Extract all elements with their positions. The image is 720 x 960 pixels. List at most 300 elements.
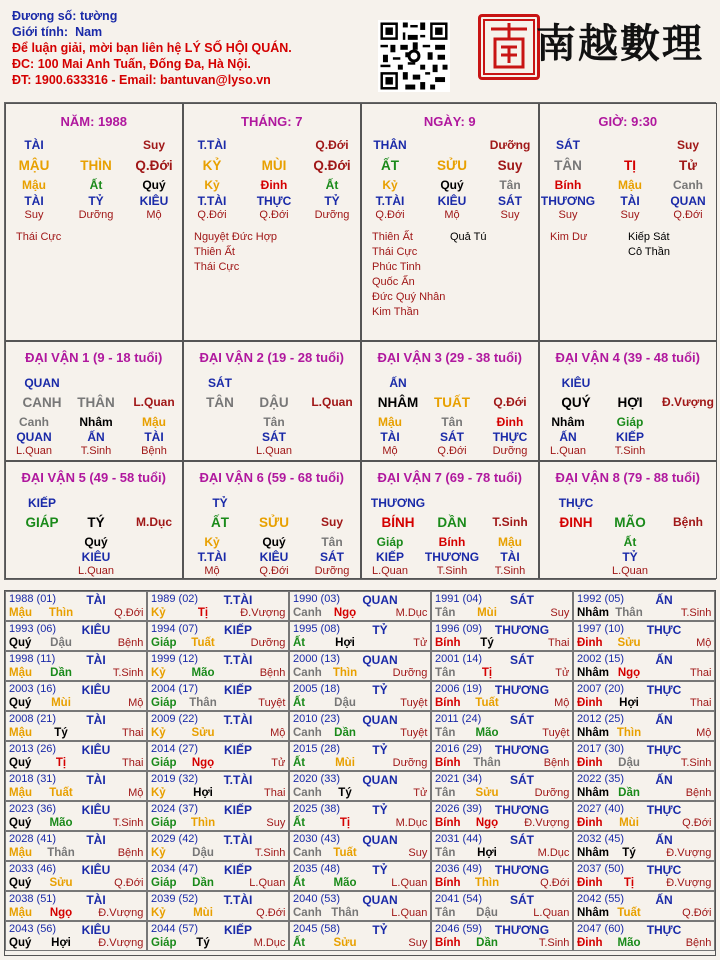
pillar-r1-1: THÂN: [373, 138, 407, 152]
year-god: SÁT: [510, 773, 534, 787]
dai-van-title: ĐẠI VẬN 5 (49 - 58 tuổi): [21, 470, 166, 485]
year-stem: Kỷ: [151, 727, 166, 739]
year-god: KIÊU: [81, 863, 111, 877]
dai-van-hidden-god: KIÊU: [259, 550, 289, 564]
star-item: Thái Cực: [16, 231, 62, 243]
year-branch: Mùi: [619, 817, 639, 829]
dai-van-title: ĐẠI VẬN 6 (59 - 68 tuổi): [199, 470, 344, 485]
year-stem: Tân: [435, 787, 456, 799]
pillar-r5-1: Q.Đới: [197, 209, 227, 221]
year-state: Q.Đới: [114, 607, 144, 619]
year-stem: Giáp: [151, 697, 177, 709]
year-cell: [431, 591, 573, 621]
year-god: T.TÀI: [223, 593, 253, 607]
dai-van-hidden-stem: Canh: [19, 415, 49, 429]
year-label: 2023 (36): [9, 803, 57, 815]
dai-van-4: [539, 341, 717, 461]
dai-van-hidden-state: T.Sinh: [494, 565, 526, 577]
pillar-r4-1: TÀI: [24, 194, 44, 208]
year-god: KIÊU: [81, 743, 111, 757]
pillar-r3-2: Quý: [440, 178, 464, 192]
year-branch: Thìn: [474, 877, 500, 889]
year-cell: [147, 741, 289, 771]
dai-van-hidden-state: L.Quan: [255, 445, 293, 457]
star-item: Thiên Ất: [372, 231, 413, 243]
star-item: Quả Tú: [450, 231, 487, 243]
dai-van-hidden-state: T.Sinh: [614, 445, 646, 457]
star-item: Nguyệt Đức Hợp: [194, 231, 278, 243]
pillar-r2-3: Suy: [497, 158, 523, 173]
year-stem: Canh: [293, 847, 322, 859]
year-stem: Tân: [435, 727, 456, 739]
owner-name: tường: [79, 9, 118, 23]
year-label: 2044 (57): [151, 923, 199, 935]
dai-van-title: ĐẠI VẬN 4 (39 - 48 tuổi): [555, 350, 700, 365]
year-state: Bệnh: [259, 667, 286, 679]
year-stem: Ất: [293, 937, 306, 949]
year-god: T.TÀI: [223, 653, 253, 667]
dai-van-hidden-stem: Tân: [321, 535, 343, 549]
pillar-r5-2: Dưỡng: [78, 209, 114, 221]
year-stem: Kỷ: [151, 847, 166, 859]
year-god: TỶ: [372, 803, 388, 817]
year-branch: Thân: [331, 907, 359, 919]
pillar-r3-1: Mậu: [22, 178, 46, 192]
year-stem: Bính: [435, 877, 461, 889]
year-cell: [147, 831, 289, 861]
star-item: Cô Thần: [628, 246, 670, 258]
year-branch: Tị: [55, 757, 67, 769]
year-cell: [289, 921, 431, 951]
year-label: 2047 (60): [577, 923, 625, 935]
dai-van-state: Đ.Vượng: [662, 395, 714, 409]
year-branch: Sửu: [49, 877, 73, 889]
dai-van-state: L.Quan: [311, 395, 353, 409]
dai-van-6: [183, 461, 361, 579]
bazi-chart: [4, 102, 716, 580]
year-state: Thai: [121, 757, 144, 769]
year-god: KIÊU: [81, 623, 111, 637]
dai-van-god: SÁT: [208, 376, 232, 390]
year-branch: Sửu: [617, 637, 641, 649]
dai-van-hidden-god: KIẾP: [615, 430, 645, 444]
year-state: T.Sinh: [538, 937, 570, 949]
year-god: ẤN: [655, 893, 673, 907]
year-stem: Ất: [293, 697, 306, 709]
year-state: Đ.Vượng: [98, 907, 144, 919]
year-state: Tuyệt: [542, 727, 570, 739]
dai-van-hidden-stem: Giáp: [376, 535, 404, 549]
dai-van-stem: ẤT: [211, 515, 229, 530]
year-label: 2009 (22): [151, 713, 199, 725]
year-cell: [289, 831, 431, 861]
year-state: Tuyệt: [400, 697, 428, 709]
dai-van-title: ĐẠI VẬN 8 (79 - 88 tuổi): [555, 470, 700, 485]
year-god: SÁT: [510, 593, 534, 607]
year-label: 2038 (51): [9, 893, 57, 905]
year-stem: Đinh: [577, 937, 603, 949]
dai-van-hidden-god: THƯƠNG: [424, 550, 480, 564]
year-state: Tử: [413, 787, 428, 799]
dai-van-stem: GIÁP: [25, 515, 59, 530]
pillar-r2-3: Q.Đới: [135, 158, 173, 173]
year-state: T.Sinh: [112, 667, 144, 679]
pillar-r4-2: KIÊU: [437, 194, 467, 208]
year-label: 2045 (58): [293, 923, 341, 935]
annual-luck-grid: [4, 590, 716, 956]
year-stem: Quý: [9, 877, 32, 889]
pillar-r2-2: TỊ: [624, 158, 636, 173]
dai-van-branch: DẬU: [259, 395, 289, 410]
year-state: Dưỡng: [392, 757, 428, 769]
year-stem: Giáp: [151, 937, 177, 949]
year-branch: Mùi: [335, 757, 355, 769]
owner-line: Đương số: tường: [12, 9, 118, 23]
year-cell: [147, 771, 289, 801]
pillar-r2-1: ẤT: [381, 158, 399, 173]
year-label: 2040 (53): [293, 893, 341, 905]
year-branch: Tý: [54, 727, 68, 739]
year-stem: Kỷ: [151, 787, 166, 799]
year-branch: Mùi: [193, 907, 213, 919]
year-stem: Quý: [9, 937, 32, 949]
year-cell: [573, 711, 715, 741]
pillar-r2-3: Q.Đới: [313, 158, 351, 173]
pillar-r3-3: Quý: [142, 178, 166, 192]
year-state: Mộ: [270, 727, 286, 739]
pillar-r2-2: SỬU: [437, 158, 467, 173]
year-god: QUAN: [362, 773, 398, 787]
year-branch: Thìn: [616, 727, 642, 739]
year-label: 1995 (08): [293, 623, 341, 635]
year-state: Mộ: [128, 697, 144, 709]
year-branch: Tuất: [191, 637, 215, 649]
dai-van-stem: CANH: [22, 395, 62, 410]
year-branch: Mão: [191, 667, 215, 679]
year-cell: [431, 891, 573, 921]
dai-van-hidden-god: TỶ: [622, 550, 638, 564]
pillar-4: [539, 103, 717, 341]
dai-van-hidden-state: Dưỡng: [314, 565, 350, 577]
year-label: 2005 (18): [293, 683, 341, 695]
star-item: Kim Dư: [550, 231, 588, 243]
year-state: Tử: [555, 667, 570, 679]
year-label: 1998 (11): [9, 653, 56, 665]
dai-van-state: T.Sinh: [492, 515, 528, 529]
pillar-r2-1: KỶ: [202, 158, 222, 173]
year-state: M.Dục: [395, 607, 428, 619]
pillar-r1-1: TÀI: [24, 138, 44, 152]
year-cell: [5, 891, 147, 921]
pillar-r4-1: T.TÀI: [375, 194, 405, 208]
dai-van-hidden-state: Mộ: [382, 445, 398, 457]
year-state: Tuyệt: [400, 727, 428, 739]
year-state: Suy: [408, 847, 428, 859]
dai-van-branch: THÂN: [77, 395, 115, 410]
year-stem: Quý: [9, 697, 32, 709]
year-god: QUAN: [362, 653, 398, 667]
year-label: 2030 (43): [293, 833, 341, 845]
year-god: TÀI: [86, 773, 106, 787]
year-label: 2046 (59): [435, 923, 483, 935]
year-label: 2035 (48): [293, 863, 341, 875]
year-label: 2021 (34): [435, 773, 483, 785]
year-stem: Bính: [435, 697, 461, 709]
year-label: 2037 (50): [577, 863, 625, 875]
pillar-r3-2: Đinh: [260, 178, 288, 192]
year-branch: Thân: [47, 847, 75, 859]
year-cell: [147, 591, 289, 621]
year-branch: Thân: [189, 697, 217, 709]
year-god: KIẾP: [223, 623, 253, 637]
year-cell: [5, 651, 147, 681]
pillar-title: THÁNG: 7: [241, 114, 303, 129]
year-stem: Mậu: [9, 607, 32, 619]
year-cell: [431, 741, 573, 771]
star-item: Kiếp Sát: [628, 231, 670, 243]
year-cell: [573, 861, 715, 891]
dai-van-branch: DẦN: [437, 515, 467, 530]
gender-line: Giới tính: Nam: [12, 25, 103, 39]
year-stem: Bính: [435, 637, 461, 649]
dai-van-title: ĐẠI VẬN 2 (19 - 28 tuổi): [199, 350, 344, 365]
year-stem: Đinh: [577, 877, 603, 889]
dai-van-branch: TUẤT: [434, 395, 470, 410]
pillar-r2-1: TÂN: [554, 158, 582, 173]
stars-list: [550, 230, 587, 245]
year-stem: Canh: [293, 667, 322, 679]
dai-van-title: ĐẠI VẬN 3 (29 - 38 tuổi): [377, 350, 522, 365]
year-state: Đ.Vượng: [240, 607, 286, 619]
year-stem: Nhâm: [577, 607, 609, 619]
pillar-r3-2: Ất: [89, 178, 103, 192]
dai-van-hidden-state: Q.Đới: [437, 445, 467, 457]
year-state: Mộ: [696, 727, 712, 739]
dai-van-state: L.Quan: [133, 395, 175, 409]
year-state: Suy: [550, 607, 570, 619]
dai-van-hidden-state: Mộ: [204, 565, 220, 577]
pillar-r2-2: MÙI: [261, 158, 287, 173]
pillar-r5-3: Suy: [500, 209, 520, 221]
year-branch: Sửu: [475, 787, 499, 799]
year-cell: [431, 771, 573, 801]
star-item: Thái Cực: [194, 261, 240, 273]
year-cell: [5, 681, 147, 711]
year-label: 2017 (30): [577, 743, 625, 755]
pillar-r4-3: TỶ: [324, 194, 340, 208]
year-god: TÀI: [86, 653, 106, 667]
year-label: 2011 (24): [435, 713, 482, 725]
year-branch: Ngọ: [617, 667, 641, 679]
year-stem: Bính: [435, 937, 461, 949]
year-label: 2008 (21): [9, 713, 57, 725]
year-stem: Kỷ: [151, 607, 166, 619]
dai-van-hidden-god: ẤN: [87, 430, 105, 444]
pillar-2: [183, 103, 361, 341]
star-item: Đức Quý Nhân: [372, 291, 446, 303]
pillar-title: GIỜ: 9:30: [598, 114, 658, 129]
year-branch: Tý: [338, 787, 352, 799]
year-cell: [431, 801, 573, 831]
year-stem: Canh: [293, 727, 322, 739]
pillar-r2-2: THÌN: [80, 158, 112, 173]
pillar-r3-3: Ất: [325, 178, 339, 192]
year-branch: Tý: [622, 847, 636, 859]
dai-van-7: [361, 461, 539, 579]
year-stem: Ất: [293, 817, 306, 829]
pillar-r1-3: Suy: [676, 138, 700, 152]
pillar-r5-3: Q.Đới: [673, 209, 703, 221]
stars-list-2: [450, 230, 487, 245]
pillar-title: NĂM: 1988: [60, 114, 127, 129]
pillar-r1-1: T.TÀI: [197, 138, 227, 152]
year-stem: Canh: [293, 787, 322, 799]
dai-van-hidden-god: TÀI: [144, 430, 164, 444]
year-cell: [289, 651, 431, 681]
seal-stamp-icon: [478, 14, 540, 80]
pillar-r1-3: Suy: [142, 138, 166, 152]
pillar-r5-1: Q.Đới: [375, 209, 405, 221]
dai-van-hidden-god: QUAN: [16, 430, 52, 444]
year-label: 2014 (27): [151, 743, 199, 755]
year-label: 2028 (41): [9, 833, 57, 845]
year-branch: Thìn: [332, 667, 358, 679]
year-cell: [5, 801, 147, 831]
year-stem: Giáp: [151, 637, 177, 649]
dai-van-5: [5, 461, 183, 579]
year-god: KIÊU: [81, 683, 111, 697]
year-branch: Dậu: [334, 697, 356, 709]
year-branch: Dậu: [618, 757, 640, 769]
year-god: THƯƠNG: [494, 923, 550, 937]
dai-van-hidden-stem: Quý: [84, 535, 108, 549]
year-god: KIẾP: [223, 923, 253, 937]
dai-van-hidden-state: T.Sinh: [436, 565, 468, 577]
year-stem: Tân: [435, 607, 456, 619]
year-label: 2041 (54): [435, 893, 483, 905]
star-item: Phúc Tinh: [372, 261, 421, 273]
year-branch: Thân: [473, 757, 501, 769]
year-label: 2010 (23): [293, 713, 341, 725]
year-stem: Giáp: [151, 817, 177, 829]
dai-van-hidden-state: T.Sinh: [80, 445, 112, 457]
year-state: Thai: [121, 727, 144, 739]
year-stem: Nhâm: [577, 727, 609, 739]
dai-van-branch: TÝ: [87, 515, 105, 530]
dai-van-hidden-stem: Kỷ: [204, 535, 220, 549]
dai-van-hidden-stem: Tân: [441, 415, 463, 429]
year-branch: Dần: [476, 937, 498, 949]
year-state: Mộ: [128, 787, 144, 799]
year-god: QUAN: [362, 893, 398, 907]
dai-van-god: QUAN: [24, 376, 60, 390]
year-god: T.TÀI: [223, 773, 253, 787]
year-label: 2033 (46): [9, 863, 57, 875]
year-state: Q.Đới: [114, 877, 144, 889]
dai-van-hidden-god: TÀI: [500, 550, 520, 564]
year-god: THỰC: [646, 863, 682, 877]
year-label: 1996 (09): [435, 623, 483, 635]
dai-van-hidden-god: SÁT: [262, 430, 286, 444]
year-god: TỶ: [372, 923, 388, 937]
year-god: TỶ: [372, 743, 388, 757]
dai-van-title: ĐẠI VẬN 7 (69 - 78 tuổi): [377, 470, 522, 485]
year-label: 2036 (49): [435, 863, 483, 875]
year-god: ẤN: [655, 833, 673, 847]
dai-van-hidden-god: THỰC: [492, 430, 528, 444]
year-stem: Mậu: [9, 847, 32, 859]
year-branch: Dần: [192, 877, 214, 889]
dai-van-god: TỶ: [212, 496, 228, 510]
qr-code-icon[interactable]: [378, 20, 450, 92]
year-label: 1993 (06): [9, 623, 57, 635]
dai-van-branch: SỬU: [259, 515, 289, 530]
dai-van-stem: TÂN: [206, 395, 234, 410]
year-branch: Dậu: [192, 847, 214, 859]
dai-van-hidden-god: KIÊU: [81, 550, 111, 564]
year-state: Mộ: [554, 697, 570, 709]
year-branch: Mùi: [51, 697, 71, 709]
dai-van-hidden-state: L.Quan: [549, 445, 587, 457]
pillar-r4-3: QUAN: [670, 194, 706, 208]
year-stem: Nhâm: [577, 667, 609, 679]
dai-van-stem: NHÂM: [377, 395, 419, 410]
dai-van-hidden-stem: Nhâm: [79, 415, 113, 429]
year-cell: [431, 651, 573, 681]
dai-van-hidden-state: L.Quan: [77, 565, 115, 577]
pillar-r4-2: TÀI: [620, 194, 640, 208]
year-label: 2031 (44): [435, 833, 483, 845]
year-stem: Quý: [9, 757, 32, 769]
year-state: Bệnh: [685, 937, 712, 949]
year-branch: Sửu: [333, 937, 357, 949]
dai-van-hidden-stem: Giáp: [616, 415, 644, 429]
pillar-r5-3: Mộ: [146, 209, 162, 221]
dai-van-hidden-stem: Đinh: [496, 415, 524, 429]
year-branch: Ngọ: [475, 817, 499, 829]
stars-list: [372, 230, 445, 320]
year-cell: [5, 921, 147, 951]
year-branch: Hợi: [193, 787, 213, 799]
year-god: KIẾP: [223, 863, 253, 877]
year-cell: [431, 861, 573, 891]
year-god: THỰC: [646, 623, 682, 637]
pillar-r3-1: Bính: [554, 178, 582, 192]
year-cell: [5, 591, 147, 621]
dai-van-hidden-state: Dưỡng: [492, 445, 528, 457]
pillar-r1-3: Q.Đới: [315, 138, 349, 152]
address-line: ĐC: 100 Mai Anh Tuấn, Đống Đa, Hà Nội.: [12, 57, 251, 71]
year-cell: [573, 651, 715, 681]
year-stem: Ất: [293, 877, 306, 889]
year-branch: Tuất: [475, 697, 499, 709]
year-god: SÁT: [510, 893, 534, 907]
pillar-r5-3: Dưỡng: [314, 209, 350, 221]
dai-van-hidden-stem: Tân: [263, 415, 285, 429]
year-label: 2007 (20): [577, 683, 625, 695]
year-state: Suy: [408, 937, 428, 949]
pillar-r4-1: T.TÀI: [197, 194, 227, 208]
year-label: 2012 (25): [577, 713, 625, 725]
dai-van-hidden-state: L.Quan: [611, 565, 649, 577]
year-state: Đ.Vượng: [666, 877, 712, 889]
year-label: 2027 (40): [577, 803, 625, 815]
dai-van-hidden-stem: Ất: [623, 535, 637, 549]
year-god: SÁT: [510, 713, 534, 727]
year-cell: [147, 891, 289, 921]
header-info: [12, 8, 392, 88]
year-state: Q.Đới: [256, 907, 286, 919]
